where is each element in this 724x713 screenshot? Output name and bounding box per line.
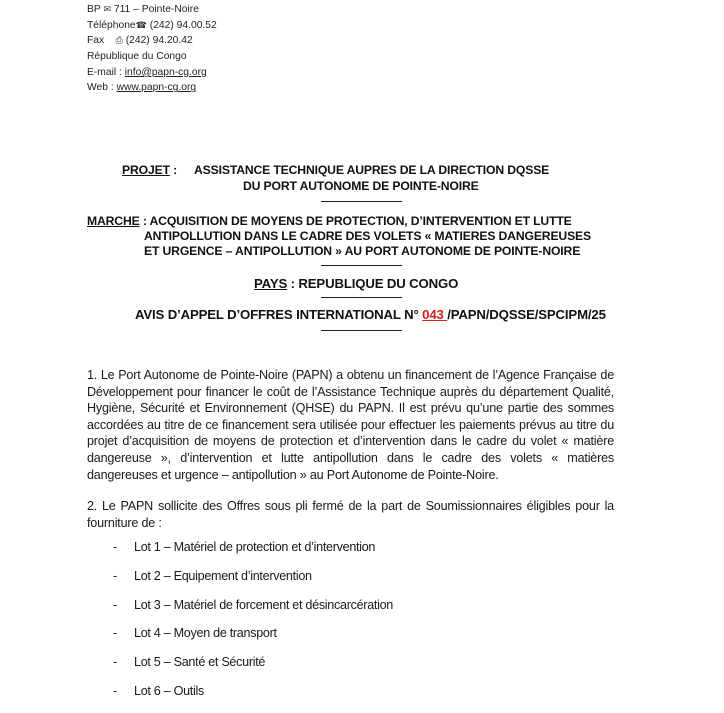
bullet: - bbox=[113, 540, 117, 554]
telephone-icon: ☎ bbox=[135, 19, 147, 30]
marche-line-2: ANTIPOLLUTION DANS LE CADRE DES VOLETS « MATIERES DANGEREUSES bbox=[144, 229, 592, 243]
bullet: - bbox=[113, 597, 117, 612]
divider bbox=[321, 330, 402, 331]
contact-bp: BP ✉ 711 – Pointe-Noire bbox=[87, 2, 217, 18]
bullet: - bbox=[113, 626, 117, 641]
lot-text: Lot 6 – Outils bbox=[134, 683, 205, 698]
projet-label-group: PROJET : bbox=[122, 163, 178, 177]
pays-value: REPUBLIQUE DU CONGO bbox=[298, 276, 459, 291]
contact-email: E-mail : info@papn-cg.org bbox=[87, 66, 207, 78]
contact-web: Web : www.papn-cg.org bbox=[87, 82, 197, 94]
contact-block bbox=[87, 2, 217, 96]
contact-fax: Fax ⎙ (242) 94.20.42 bbox=[87, 33, 217, 49]
contact-country: République du Congo bbox=[87, 51, 187, 63]
email-link[interactable]: info@papn-cg.org bbox=[124, 66, 207, 78]
contact-phone: Téléphone☎ (242) 94.00.52 bbox=[87, 18, 217, 34]
bullet: - bbox=[113, 683, 117, 698]
web-link[interactable]: www.papn-cg.org bbox=[116, 82, 197, 94]
projet-line-2: DU PORT AUTONOME DE POINTE-NOIRE bbox=[243, 179, 479, 193]
lot-text: Lot 4 – Moyen de transport bbox=[134, 626, 277, 641]
mailbox-icon: ✉ bbox=[103, 4, 111, 14]
avis-title: AVIS D’APPEL D’OFFRES INTERNATIONAL N° 043 /PAPN/DQSSE/SPCIPM/25 bbox=[135, 307, 606, 322]
paragraph-1: 1. Le Port Autonome de Pointe-Noire (PAPN) a obtenu un financement de l’Agence Française de Développement pour financer le coût de l’Assistance Technique auprès du département Qualité, Hygiène, Sécurité et Environnement (QHSE) du PAPN. Il est prévu qu’une partie des sommes accordées au titre de ce financement sera utilisée pour effectuer les paiements prévus au titre du projet d’acquisition de moyens de protection et d’intervention dans le cadre du volet « matière dangereuse », d’intervention et lutte antipollution dans le cadre des volets « matières dangereuses et urgence – antipollution » au Port Autonome de Pointe-Noire. bbox=[87, 368, 614, 482]
marche-line-3: ET URGENCE – ANTIPOLLUTION » AU PORT AUTONOME DE POINTE-NOIRE bbox=[144, 244, 581, 258]
divider bbox=[321, 201, 402, 202]
projet-line-1: ASSISTANCE TECHNIQUE AUPRES DE LA DIRECTION DQSSE bbox=[194, 163, 550, 177]
lot-text: Lot 1 – Matériel de protection et d’intervention bbox=[134, 540, 376, 554]
divider bbox=[321, 265, 402, 266]
lot-text: Lot 5 – Santé et Sécurité bbox=[134, 655, 266, 670]
marche-label: MARCHE bbox=[87, 214, 140, 228]
lot-text: Lot 2 – Equipement d’intervention bbox=[134, 568, 312, 583]
bullet: - bbox=[113, 655, 117, 670]
bullet: - bbox=[113, 568, 117, 583]
lot-text: Lot 3 – Matériel de forcement et désincarcération bbox=[134, 597, 394, 612]
paragraph-2: 2. Le PAPN sollicite des Offres sous pli fermé de la part de Soumissionnaires éligibles pour la fourniture de : bbox=[87, 499, 614, 530]
divider bbox=[321, 297, 402, 298]
fax-icon: ⎙ bbox=[115, 35, 123, 46]
marche-line-1: MARCHE : ACQUISITION DE MOYENS DE PROTECTION, D’INTERVENTION ET LUTTE bbox=[87, 214, 572, 228]
pays-line: PAYS : REPUBLIQUE DU CONGO bbox=[254, 276, 459, 291]
avis-number: 043 bbox=[422, 307, 448, 322]
projet-label: PROJET bbox=[122, 163, 170, 177]
pays-label: PAYS bbox=[254, 276, 288, 291]
